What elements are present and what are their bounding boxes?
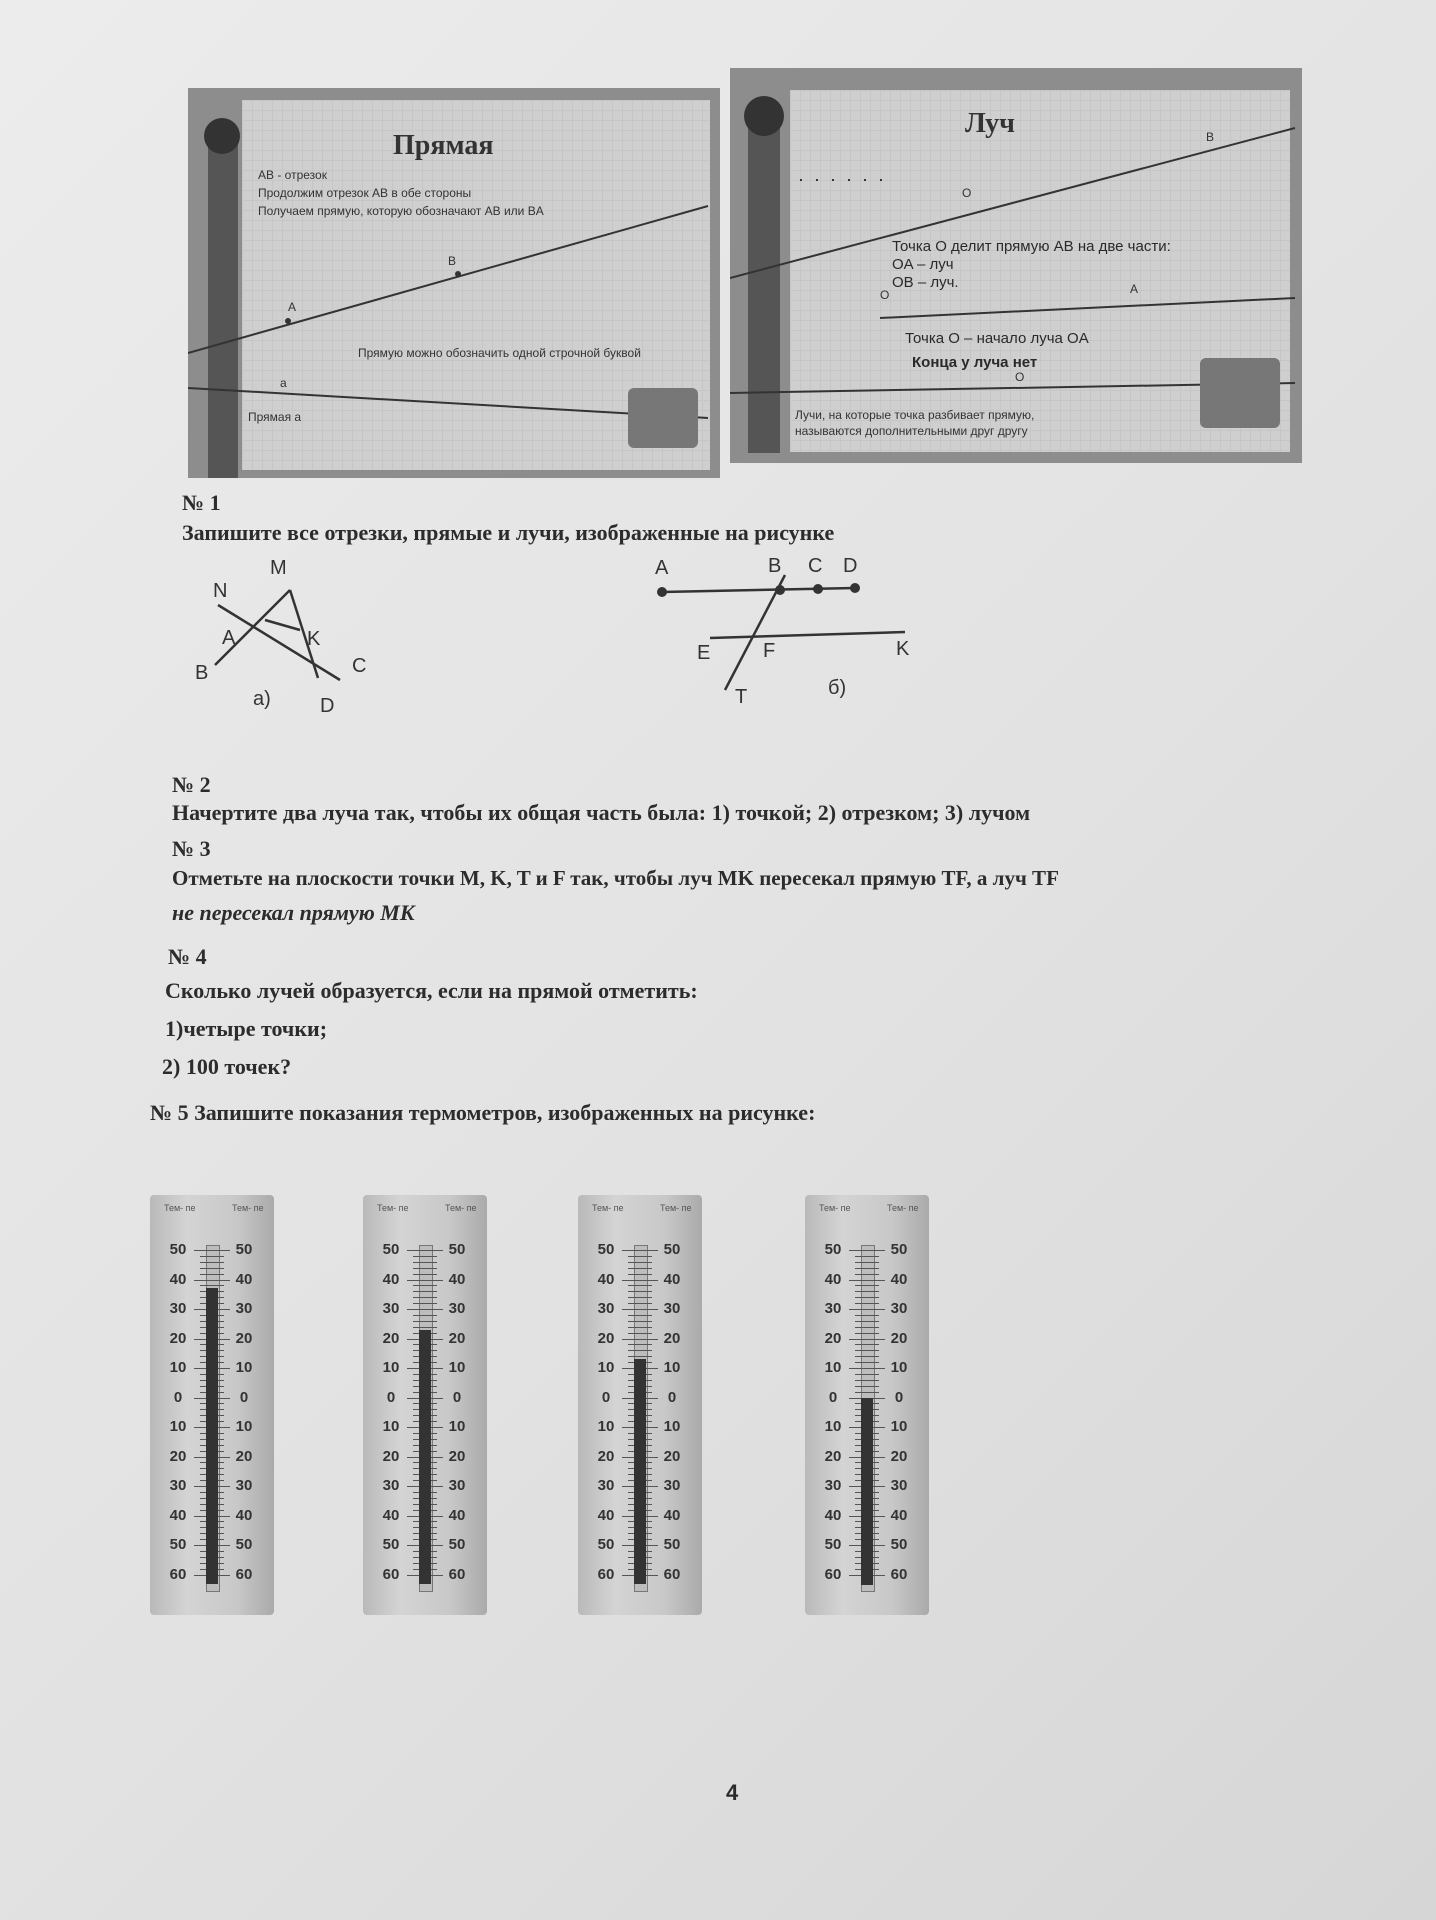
scale-minor-tick [855, 1291, 879, 1292]
scale-minor-tick [628, 1321, 652, 1322]
scale-tick [407, 1309, 443, 1310]
scale-tick [194, 1250, 230, 1251]
task-text: не пересекал прямую MK [172, 900, 415, 925]
scale-label: 0 [601, 1388, 611, 1406]
slide-footer: называются дополнительными друг другу [795, 424, 1028, 438]
scale-label: 10 [890, 1359, 908, 1376]
scale-label: 0 [828, 1388, 838, 1406]
scale-tick [622, 1309, 658, 1310]
scale-label: 60 [890, 1565, 908, 1583]
scale-label: 10 [824, 1359, 842, 1376]
thermometer-header: Тем- пе [819, 1203, 851, 1213]
task-text: Начертите два луча так, чтобы их общая часть была: 1) точкой; 2) отрезком; 3) лучом [172, 800, 1031, 825]
scale-minor-tick [628, 1274, 652, 1275]
scale-label: 10 [663, 1418, 681, 1435]
scale-tick [849, 1280, 885, 1281]
scale-minor-tick [628, 1303, 652, 1304]
scale-label: 20 [890, 1447, 908, 1465]
scale-label: 40 [824, 1270, 842, 1288]
scale-label: 40 [448, 1506, 466, 1524]
scale-label: 20 [597, 1329, 615, 1347]
scale-label: 50 [169, 1536, 187, 1553]
point-label: B [1206, 130, 1215, 144]
scale-minor-tick [628, 1333, 652, 1334]
thermometer [578, 1195, 702, 1615]
scale-label: 60 [663, 1565, 681, 1583]
scale-label: 20 [824, 1447, 842, 1465]
thermometer-header: Тем- пе [592, 1203, 624, 1213]
scale-tick [407, 1250, 443, 1251]
scale-label: 50 [824, 1536, 842, 1553]
point-label: O [1015, 370, 1025, 384]
point-label: A [222, 627, 236, 649]
scale-label: 40 [235, 1506, 253, 1524]
scale-minor-tick [200, 1268, 224, 1269]
point-label: a [280, 376, 287, 390]
slide-caption: Прямую можно обозначить одной строчной буквой [358, 346, 641, 360]
task-text: № 5 Запишите показания термометров, изображенных на рисунке: [150, 1100, 816, 1125]
scale-label: 40 [890, 1506, 908, 1524]
scale-label: 20 [235, 1329, 253, 1347]
scale-label: 30 [597, 1300, 615, 1317]
scale-minor-tick [855, 1262, 879, 1263]
scale-label: 50 [890, 1241, 908, 1258]
scale-label: 30 [663, 1477, 681, 1494]
slide-text: OA – луч [892, 256, 954, 273]
thermometer [805, 1195, 929, 1615]
scale-label: 30 [235, 1300, 253, 1317]
scale-label: 40 [890, 1270, 908, 1288]
point-label: N [213, 580, 228, 602]
scale-label: 50 [824, 1241, 842, 1258]
scale-minor-tick [628, 1315, 652, 1316]
scale-minor-tick [413, 1297, 437, 1298]
scale-label: 50 [169, 1241, 187, 1258]
scale-label: 40 [663, 1506, 681, 1524]
scale-label: 20 [382, 1447, 400, 1465]
scale-label: 10 [448, 1418, 466, 1435]
scale-minor-tick [855, 1380, 879, 1381]
slide-line [188, 88, 720, 478]
point-label: O [880, 288, 890, 302]
scale-label: 40 [448, 1270, 466, 1288]
scale-label: 10 [597, 1418, 615, 1435]
scale-label: 50 [597, 1536, 615, 1553]
scale-label: 30 [382, 1300, 400, 1317]
scale-label: 10 [597, 1359, 615, 1376]
figure-b [640, 560, 940, 710]
scale-label: 50 [448, 1241, 466, 1258]
page-number: 4 [726, 1780, 739, 1805]
point-label: D [843, 555, 858, 577]
scale-minor-tick [628, 1256, 652, 1257]
scale-minor-tick [628, 1262, 652, 1263]
point-label: B [768, 555, 782, 577]
scale-minor-tick [855, 1297, 879, 1298]
scale-minor-tick [628, 1297, 652, 1298]
scale-minor-tick [628, 1268, 652, 1269]
scale-minor-tick [413, 1315, 437, 1316]
scale-label: 10 [448, 1359, 466, 1376]
scale-label: 0 [667, 1388, 677, 1406]
scale-label: 20 [663, 1447, 681, 1465]
scale-minor-tick [200, 1262, 224, 1263]
scale-label: 30 [235, 1477, 253, 1494]
task-number: № 2 [172, 772, 211, 797]
scale-minor-tick [855, 1285, 879, 1286]
point-label: O [962, 186, 972, 200]
task-text: Сколько лучей образуется, если на прямой отметить: [165, 978, 698, 1003]
thermometer [150, 1195, 274, 1615]
slide-text: OB – луч. [892, 274, 959, 291]
scale-minor-tick [628, 1327, 652, 1328]
scale-minor-tick [628, 1356, 652, 1357]
scale-label: 50 [382, 1241, 400, 1258]
scale-label: 10 [235, 1418, 253, 1435]
scale-label: 10 [382, 1418, 400, 1435]
scale-minor-tick [200, 1285, 224, 1286]
scale-label: 10 [169, 1359, 187, 1376]
scale-minor-tick [855, 1303, 879, 1304]
scale-label: 50 [448, 1536, 466, 1553]
scale-minor-tick [200, 1256, 224, 1257]
task-item: 1)четыре точки; [165, 1016, 328, 1041]
point-label: T [735, 686, 748, 708]
slide-note: Продолжим отрезок AB в обе стороны [258, 186, 472, 200]
scale-label: 50 [597, 1241, 615, 1258]
mercury-column [419, 1330, 431, 1585]
slide-bottom-label: Прямая a [248, 410, 302, 424]
point-label: A [288, 300, 297, 314]
scale-minor-tick [413, 1327, 437, 1328]
task-text: Запишите все отрезки, прямые и лучи, изображенные на рисунке [182, 520, 835, 545]
slide-note: Получаем прямую, которую обозначают AB или BA [258, 204, 544, 218]
scale-tick [622, 1280, 658, 1281]
scale-minor-tick [855, 1392, 879, 1393]
slide-title: Луч [965, 108, 1015, 139]
scale-label: 40 [382, 1270, 400, 1288]
scale-label: 60 [382, 1565, 400, 1583]
scale-label: 30 [169, 1477, 187, 1494]
scale-minor-tick [628, 1291, 652, 1292]
scale-label: 40 [169, 1270, 187, 1288]
scale-label: 0 [894, 1388, 904, 1406]
scale-tick [849, 1309, 885, 1310]
mercury-column [634, 1359, 646, 1584]
mercury-column [861, 1398, 873, 1585]
slide-title: Прямая [393, 130, 494, 161]
point-label: D [320, 695, 335, 717]
scale-label: 30 [824, 1300, 842, 1317]
scale-minor-tick [413, 1303, 437, 1304]
point-label: A [1130, 282, 1139, 296]
scale-label: 0 [386, 1388, 396, 1406]
thermometer-header: Тем- пе [232, 1203, 264, 1213]
scale-label: 20 [824, 1329, 842, 1347]
scale-label: 40 [235, 1270, 253, 1288]
thermometer-header: Тем- пе [660, 1203, 692, 1213]
scale-label: 50 [235, 1241, 253, 1258]
point-label: K [896, 638, 910, 660]
scale-label: 10 [169, 1418, 187, 1435]
scale-label: 60 [448, 1565, 466, 1583]
scale-label: 20 [169, 1329, 187, 1347]
point-label: C [808, 555, 823, 577]
scale-label: 60 [824, 1565, 842, 1583]
scale-label: 50 [663, 1536, 681, 1553]
scale-minor-tick [855, 1344, 879, 1345]
slide-note: AB - отрезок [258, 168, 327, 182]
point-label: B [448, 254, 457, 268]
figure-caption: а) [253, 688, 271, 710]
scale-label: 30 [382, 1477, 400, 1494]
scale-minor-tick [413, 1285, 437, 1286]
scale-label: 30 [597, 1477, 615, 1494]
point-label: M [270, 557, 287, 579]
thermometer-header: Тем- пе [445, 1203, 477, 1213]
thermometer-header: Тем- пе [887, 1203, 919, 1213]
scale-tick [622, 1339, 658, 1340]
slide-text: Точка O – начало луча OA [905, 330, 1089, 347]
scale-label: 0 [239, 1388, 249, 1406]
task-number: № 3 [172, 836, 211, 861]
scale-label: 10 [890, 1418, 908, 1435]
scale-label: 20 [448, 1447, 466, 1465]
point-label: E [697, 642, 711, 664]
thermometer [363, 1195, 487, 1615]
figure-a [180, 550, 400, 720]
scale-minor-tick [628, 1350, 652, 1351]
task-number: № 1 [182, 490, 221, 515]
scale-label: 30 [169, 1300, 187, 1317]
scale-minor-tick [200, 1274, 224, 1275]
scale-minor-tick [628, 1344, 652, 1345]
scale-label: 50 [890, 1536, 908, 1553]
slide-text: Конца у луча нет [912, 354, 1038, 371]
scale-minor-tick [855, 1256, 879, 1257]
scale-label: 0 [173, 1388, 183, 1406]
scale-minor-tick [413, 1256, 437, 1257]
figure-caption: б) [828, 677, 847, 699]
task-item: 2) 100 точек? [162, 1054, 292, 1079]
scale-label: 30 [663, 1300, 681, 1317]
scale-label: 50 [235, 1536, 253, 1553]
scale-minor-tick [413, 1268, 437, 1269]
scale-minor-tick [413, 1321, 437, 1322]
scale-label: 20 [890, 1329, 908, 1347]
scale-label: 30 [448, 1477, 466, 1494]
scale-label: 20 [169, 1447, 187, 1465]
scale-label: 60 [169, 1565, 187, 1583]
scale-minor-tick [855, 1268, 879, 1269]
slide-text: Точка O делит прямую AB на две части: [892, 238, 1171, 255]
thermometer-header: Тем- пе [377, 1203, 409, 1213]
scale-label: 40 [597, 1506, 615, 1524]
scale-label: 40 [169, 1506, 187, 1524]
mercury-column [206, 1288, 218, 1584]
scale-minor-tick [413, 1274, 437, 1275]
scale-label: 30 [890, 1300, 908, 1317]
task-number: № 4 [168, 944, 207, 969]
thermometer-header: Тем- пе [164, 1203, 196, 1213]
scale-label: 20 [663, 1329, 681, 1347]
scale-minor-tick [855, 1315, 879, 1316]
scientist-illustration [1200, 358, 1280, 428]
scale-tick [849, 1339, 885, 1340]
scientist-illustration [628, 388, 698, 448]
scale-label: 20 [235, 1447, 253, 1465]
scale-label: 10 [382, 1359, 400, 1376]
scale-label: 30 [824, 1477, 842, 1494]
point-label: C [352, 655, 367, 677]
scale-label: 20 [597, 1447, 615, 1465]
scale-label: 40 [824, 1506, 842, 1524]
scale-label: 20 [448, 1329, 466, 1347]
scale-minor-tick [855, 1356, 879, 1357]
scale-tick [622, 1250, 658, 1251]
task-text: Отметьте на плоскости точки M, K, T и F так, чтобы луч MK пересекал прямую TF, а луч TF [172, 866, 1059, 890]
scale-label: 40 [597, 1270, 615, 1288]
scale-minor-tick [855, 1321, 879, 1322]
point-label: A [655, 557, 669, 579]
scale-minor-tick [855, 1333, 879, 1334]
scale-label: 50 [382, 1536, 400, 1553]
scale-label: 10 [824, 1418, 842, 1435]
scale-label: 20 [382, 1329, 400, 1347]
scale-tick [194, 1280, 230, 1281]
scale-minor-tick [855, 1327, 879, 1328]
scale-tick [849, 1368, 885, 1369]
scale-minor-tick [855, 1274, 879, 1275]
point-label: K [307, 628, 321, 650]
scale-label: 0 [452, 1388, 462, 1406]
scale-minor-tick [628, 1285, 652, 1286]
scale-label: 40 [382, 1506, 400, 1524]
scale-label: 60 [235, 1565, 253, 1583]
scale-tick [407, 1280, 443, 1281]
scale-label: 10 [663, 1359, 681, 1376]
slide-footer: Лучи, на которые точка разбивает прямую, [795, 408, 1035, 422]
scale-label: 50 [663, 1241, 681, 1258]
scale-label: 10 [235, 1359, 253, 1376]
scale-minor-tick [855, 1362, 879, 1363]
scale-label: 30 [448, 1300, 466, 1317]
scale-minor-tick [413, 1291, 437, 1292]
slide-ray [730, 68, 1302, 463]
scale-minor-tick [855, 1350, 879, 1351]
point-label: F [763, 640, 776, 662]
scale-minor-tick [855, 1374, 879, 1375]
scale-minor-tick [413, 1262, 437, 1263]
scale-label: 40 [663, 1270, 681, 1288]
scale-label: 30 [890, 1477, 908, 1494]
scale-label: 60 [597, 1565, 615, 1583]
scale-minor-tick [855, 1386, 879, 1387]
scale-tick [849, 1250, 885, 1251]
point-label: B [195, 662, 209, 684]
